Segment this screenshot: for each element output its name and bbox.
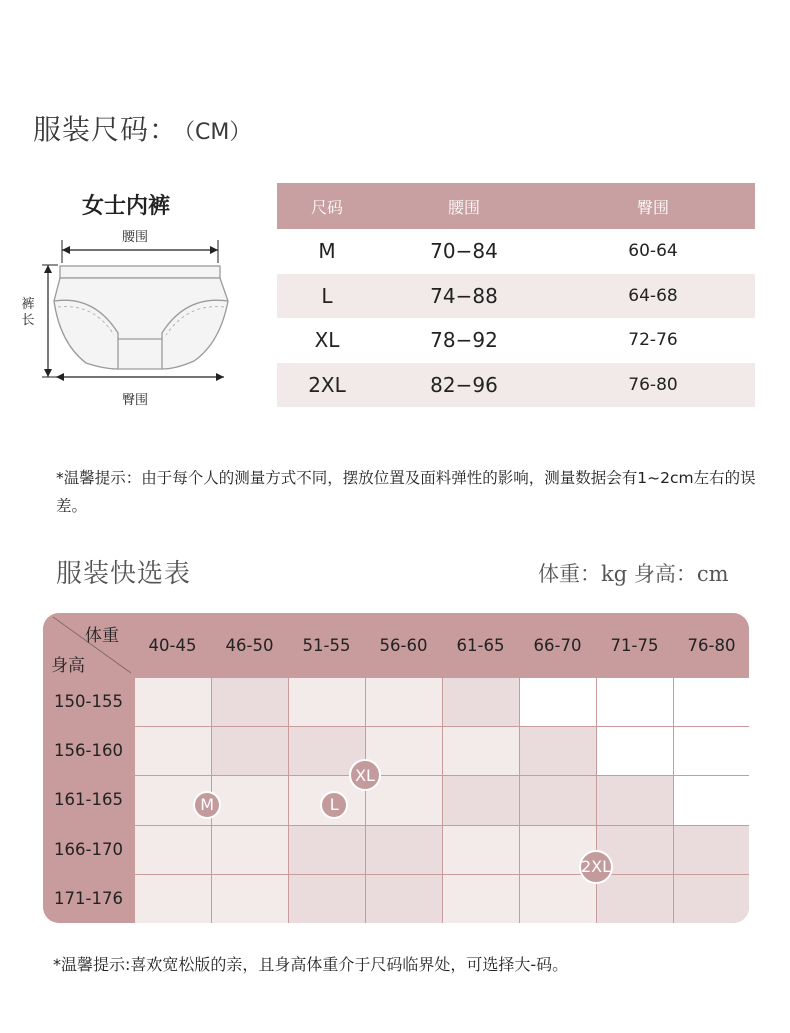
weight-column-header: 61-65	[456, 635, 505, 655]
size-title-text: 服装尺码：	[33, 113, 179, 146]
size-badge: M	[193, 791, 221, 819]
grid-cell	[674, 678, 749, 726]
grid-cell	[597, 678, 673, 726]
size-cell: 2XL	[308, 373, 346, 398]
size-section-title	[33, 108, 251, 148]
waist-cell: 70−84	[430, 239, 498, 264]
measurement-note: *温馨提示：由于每个人的测量方式不同，摆放位置及面料弹性的影响，测量数据会有1~2cm左右的误差。	[56, 469, 756, 515]
grid-cell	[366, 826, 442, 874]
grid-corner	[43, 613, 134, 677]
size-table-header	[277, 183, 755, 229]
hip-cell: 76-80	[628, 375, 678, 396]
size-badge: L	[320, 791, 348, 819]
header-hip: 臀围	[636, 197, 669, 217]
grid-cell	[135, 678, 211, 726]
grid-cell	[212, 826, 288, 874]
quick-select-grid	[43, 613, 749, 923]
height-row-header: 161-165	[54, 790, 123, 810]
waist-cell: 74−88	[430, 283, 498, 308]
grid-cell	[443, 826, 519, 874]
grid-cell	[289, 678, 365, 726]
height-row-header: 150-155	[54, 692, 123, 711]
height-row-header: 171-176	[54, 888, 123, 908]
height-row-header: 166-170	[54, 839, 123, 859]
grid-cell	[520, 678, 596, 726]
loose-fit-note: *温馨提示:喜欢宽松版的亲，且身高体重介于尺码临界处，可选择大-码。	[53, 955, 569, 974]
grid-cell	[212, 776, 288, 824]
size-cell: M	[318, 239, 336, 264]
table-row	[277, 318, 755, 363]
weight-column-header: 56-60	[379, 635, 428, 655]
grid-cell	[443, 727, 519, 775]
grid-cell	[597, 727, 673, 775]
grid-cell	[289, 826, 365, 874]
grid-cell	[212, 727, 288, 775]
grid-cell	[289, 875, 365, 923]
grid-cell	[443, 776, 519, 824]
waist-cell: 78−92	[430, 328, 498, 353]
size-cell: XL	[314, 328, 340, 353]
grid-cell	[520, 727, 596, 775]
quick-select-units: 体重：kg 身高：cm	[538, 562, 729, 586]
garment-diagram	[14, 183, 264, 413]
table-row	[277, 363, 755, 408]
grid-cell	[520, 875, 596, 923]
grid-cell	[135, 875, 211, 923]
grid-cell	[212, 678, 288, 726]
corner-weight-label: 体重	[85, 626, 119, 646]
grid-cell	[366, 875, 442, 923]
header-waist: 腰围	[447, 197, 480, 217]
weight-column-header: 46-50	[225, 635, 274, 655]
grid-cell	[443, 678, 519, 726]
grid-cell	[674, 776, 749, 824]
grid-cell	[674, 727, 749, 775]
length-label: 裤长	[21, 297, 35, 328]
hip-cell: 64-68	[628, 285, 678, 306]
hip-cell: 72-76	[628, 330, 678, 351]
weight-column-header: 51-55	[302, 635, 351, 655]
weight-column-header: 76-80	[687, 635, 736, 655]
grid-cell	[135, 727, 211, 775]
waist-label: 腰围	[122, 230, 149, 245]
table-row	[277, 274, 755, 319]
weight-column-header: 66-70	[533, 635, 582, 655]
size-cell: L	[321, 283, 333, 308]
waist-cell: 82−96	[430, 373, 498, 398]
grid-cell	[674, 875, 749, 923]
quick-select-title: 服装快选表	[56, 559, 192, 589]
hip-label: 臀围	[122, 393, 149, 408]
corner-height-label: 身高	[51, 656, 85, 676]
grid-cell	[135, 826, 211, 874]
weight-column-header: 71-75	[610, 635, 659, 655]
grid-cell	[366, 678, 442, 726]
size-table	[277, 183, 755, 407]
weight-column-header: 40-45	[148, 635, 197, 655]
grid-cell	[674, 826, 749, 874]
hip-cell: 60-64	[628, 241, 678, 262]
grid-cell	[597, 875, 673, 923]
grid-cell	[443, 875, 519, 923]
header-size: 尺码	[310, 197, 343, 217]
grid-cell	[597, 776, 673, 824]
table-row	[277, 229, 755, 274]
size-badge: XL	[349, 759, 381, 791]
height-row-header: 156-160	[54, 741, 123, 761]
garment-title: 女士内裤	[82, 194, 171, 219]
size-badge: 2XL	[579, 850, 613, 884]
grid-cell	[520, 776, 596, 824]
size-unit: （CM）	[184, 120, 252, 145]
grid-cell	[212, 875, 288, 923]
